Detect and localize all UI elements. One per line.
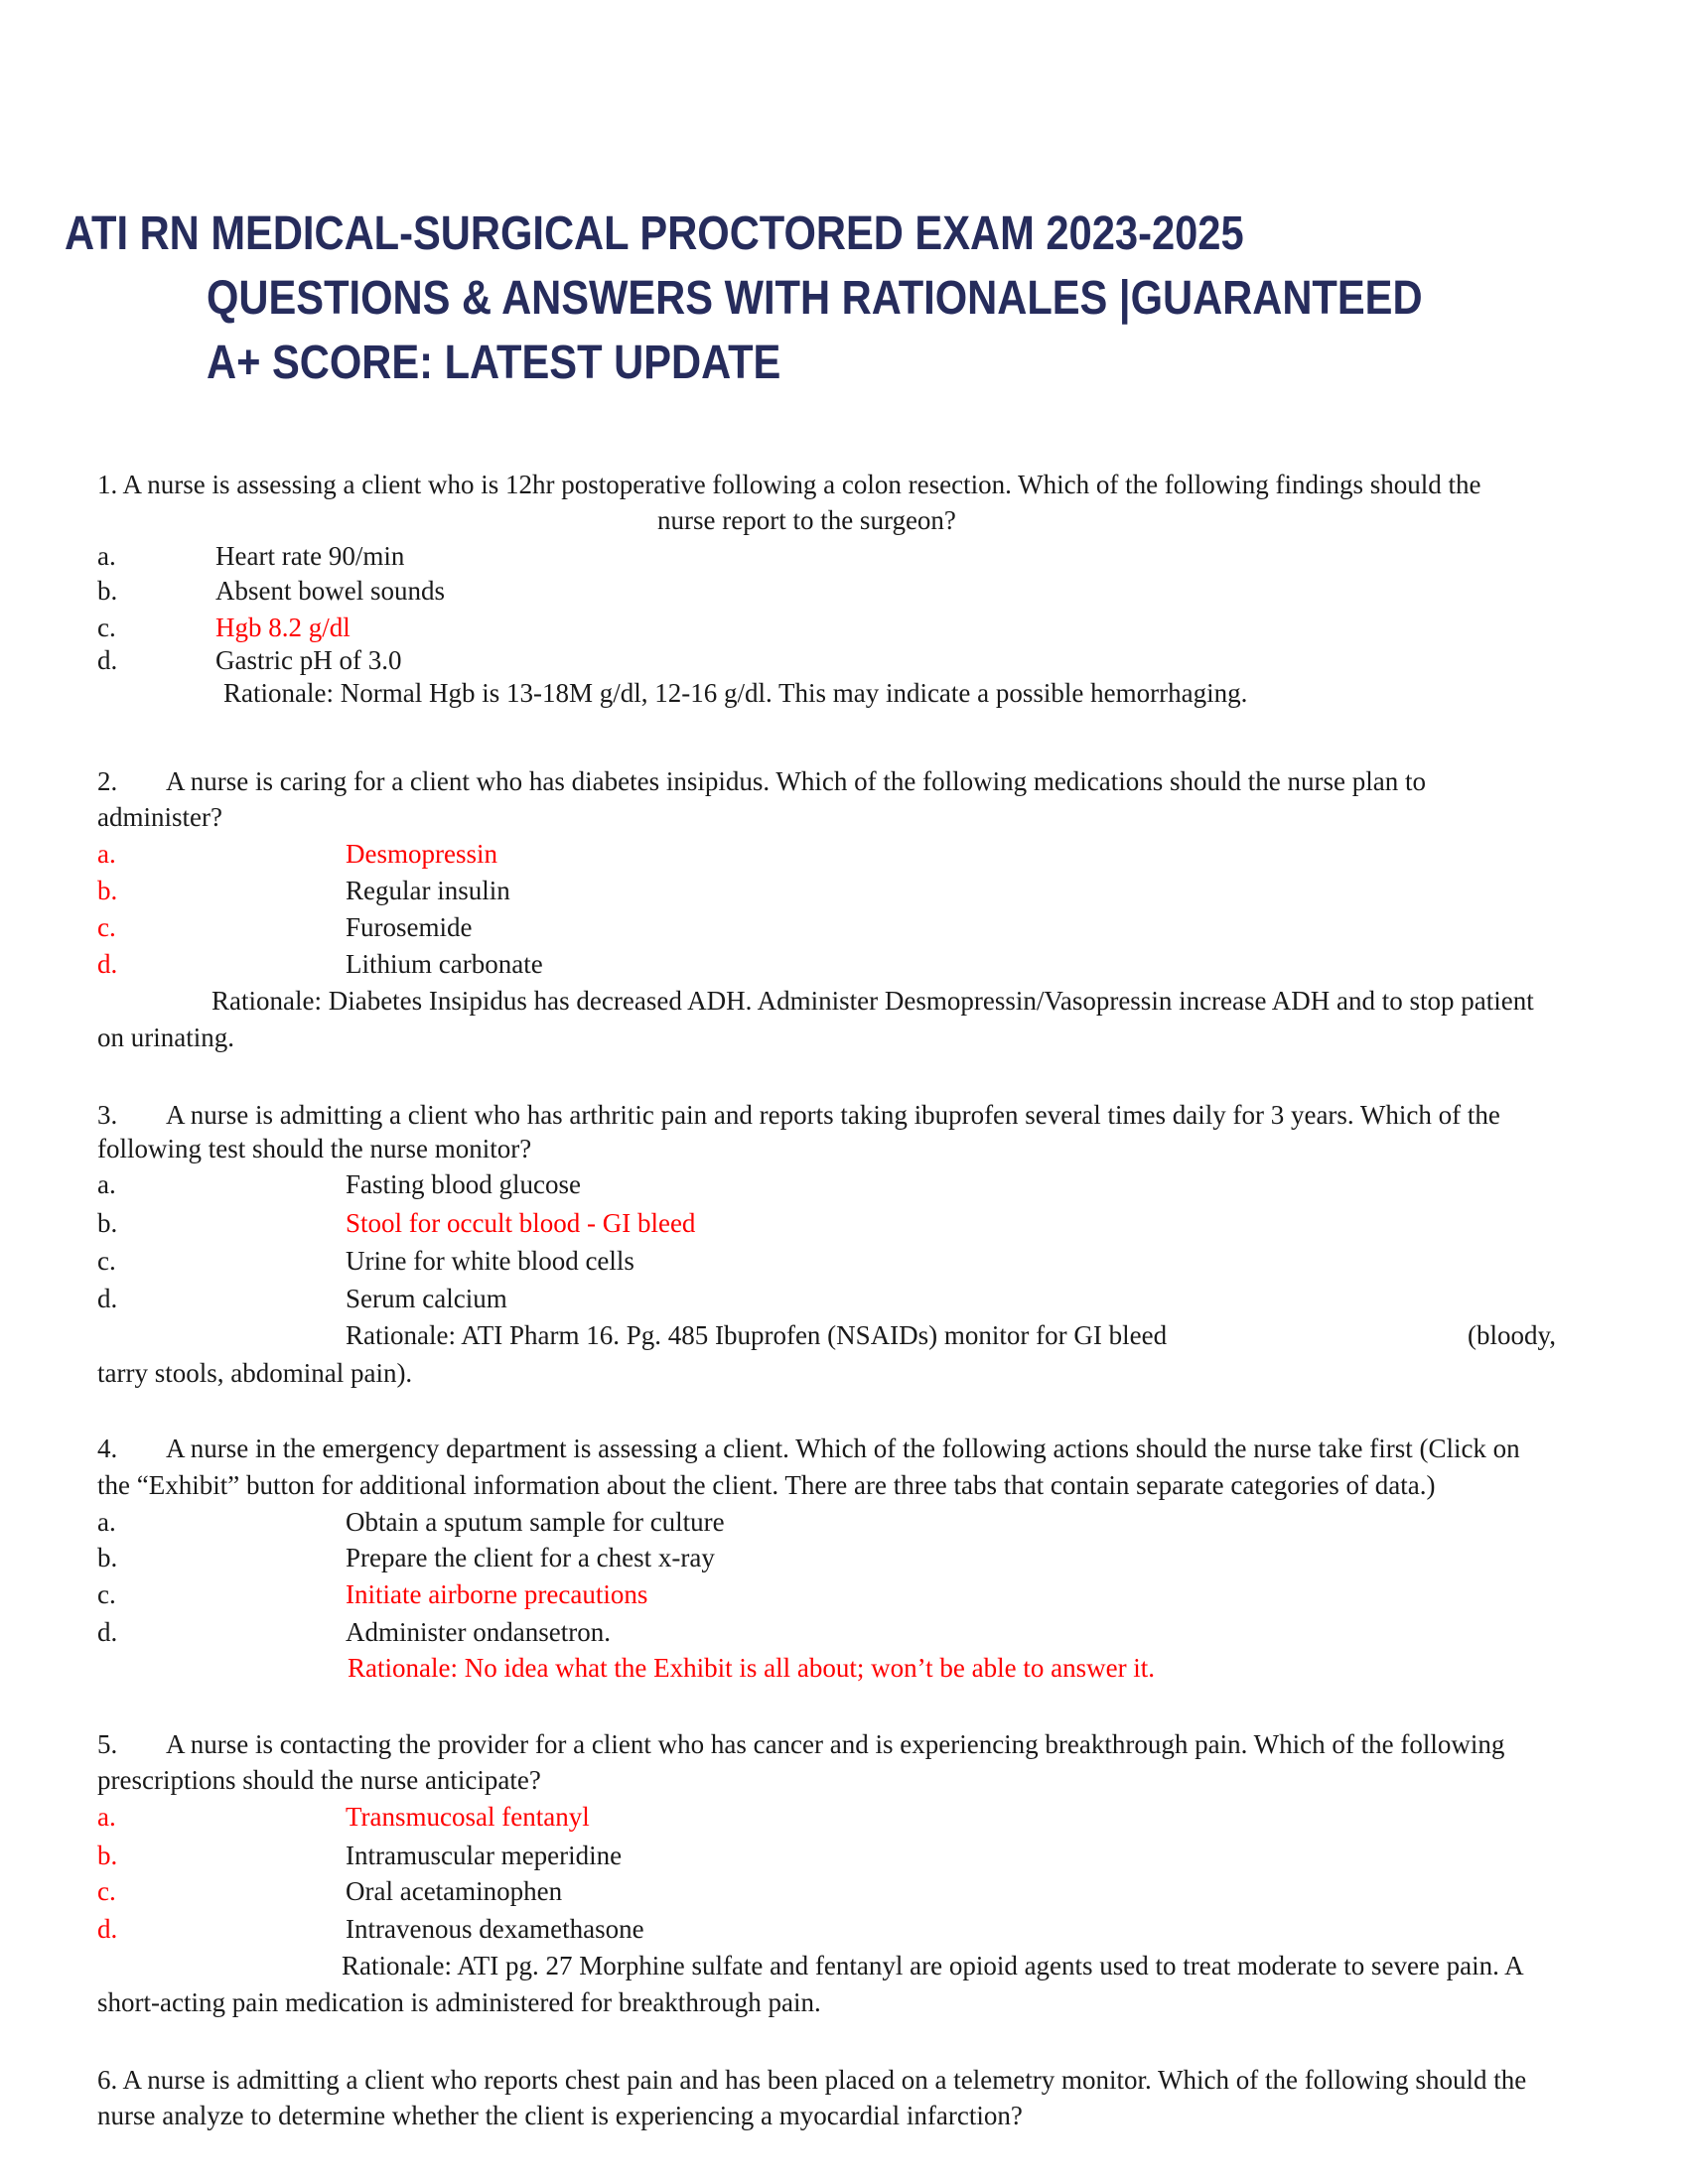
option-letter: a. [97,1507,116,1537]
question-number: 2. [97,766,118,796]
question-stem-text: A nurse is assessing a client who is 12hr postoperative following a colon resection. Which of the following findings should the [122,470,1481,499]
question-number: 4. [97,1433,118,1463]
option-text: Oral acetaminophen [346,1876,563,1906]
question-number: 3. [97,1100,118,1130]
document-title-line-1: ATI RN MEDICAL-SURGICAL PROCTORED EXAM 2023-2025 [65,207,1244,260]
option-text: Fasting blood glucose [346,1169,581,1199]
question-stem-text: A nurse is caring for a client who has diabetes insipidus. Which of the following medications should the nurse plan to [166,766,1426,796]
option-letter: d. [97,1617,118,1647]
option-text: Obtain a sputum sample for culture [346,1507,725,1537]
question-stem-continuation: administer? [97,802,222,832]
option-letter: a. [97,541,116,571]
rationale: Rationale: ATI pg. 27 Morphine sulfate and fentanyl are opioid agents used to treat moderate to severe pain. A [342,1951,1524,1980]
question-stem-continuation: nurse analyze to determine whether the client is experiencing a myocardial infarction? [97,2101,1023,2130]
option-letter: d. [97,1284,118,1313]
option-letter: a. [97,1169,116,1199]
question-stem-continuation: nurse report to the surgeon? [657,505,956,535]
option-letter: a. [97,839,116,869]
option-text: Prepare the client for a chest x-ray [346,1543,715,1572]
question-stem [97,472,1481,498]
option-text: Urine for white blood cells [346,1246,634,1276]
question-stem-continuation: following test should the nurse monitor? [97,1134,532,1163]
option-letter: c. [97,1246,116,1276]
rationale-part: (bloody, [1468,1320,1556,1350]
rationale-continuation: tarry stools, abdominal pain). [97,1358,413,1388]
question-stem-text: A nurse is contacting the provider for a client who has cancer and is experiencing breakthrough pain. Which of the following [166,1729,1505,1759]
option-text: Administer ondansetron. [346,1617,611,1647]
option-letter: b. [97,1543,118,1572]
question-number: 5. [97,1729,118,1759]
option-text: Heart rate 90/min [215,541,405,571]
option-letter: c. [97,613,116,642]
question-stem-text: A nurse is admitting a client who reports chest pain and has been placed on a telemetry monitor. Which of the following should the [122,2065,1527,2095]
option-letter: a. [97,1802,116,1832]
option-text: Gastric pH of 3.0 [215,645,402,675]
option-letter: c. [97,1876,116,1906]
option-letter: d. [97,645,118,675]
option-letter: b. [97,1208,118,1238]
option-letter: b. [97,876,118,905]
rationale: Rationale: Diabetes Insipidus has decreased ADH. Administer Desmopressin/Vasopressin increase ADH and to stop patient [211,986,1534,1016]
question-stem-text: A nurse is admitting a client who has arthritic pain and reports taking ibuprofen several times daily for 3 years. Which of the [166,1100,1500,1130]
option-text: Absent bowel sounds [215,576,445,606]
option-text: Regular insulin [346,876,510,905]
document-title-line-2: QUESTIONS & ANSWERS WITH RATIONALES |GUARANTEED [207,272,1423,325]
option-text: Intramuscular meperidine [346,1841,623,1870]
correct-answer: Initiate airborne precautions [346,1579,648,1609]
question-stem-continuation: prescriptions should the nurse anticipate? [97,1765,541,1795]
correct-answer: Hgb 8.2 g/dl [215,613,351,642]
question-stem [97,2067,1526,2094]
rationale: Rationale: No idea what the Exhibit is all about; won’t be able to answer it. [348,1653,1156,1683]
option-letter: d. [97,1914,118,1944]
option-letter: c. [97,1579,116,1609]
correct-answer: Transmucosal fentanyl [346,1802,590,1832]
question-stem-continuation: the “Exhibit” button for additional information about the client. There are three tabs that contain separate categories of data.) [97,1470,1436,1500]
option-letter: d. [97,949,118,979]
option-text: Furosemide [346,912,473,942]
question-number: 6. [97,2065,118,2095]
rationale-continuation: short-acting pain medication is administered for breakthrough pain. [97,1987,821,2017]
correct-answer: Stool for occult blood - GI bleed [346,1208,696,1238]
question-stem-text: A nurse in the emergency department is assessing a client. Which of the following actions should the nurse take first (Click on [166,1433,1520,1463]
rationale: Rationale: Normal Hgb is 13-18M g/dl, 12-16 g/dl. This may indicate a possible hemorrhaging. [223,678,1248,708]
rationale-continuation: on urinating. [97,1023,234,1052]
correct-answer: Desmopressin [346,839,497,869]
option-text: Intravenous dexamethasone [346,1914,644,1944]
option-letter: b. [97,576,118,606]
option-text: Serum calcium [346,1284,507,1313]
document-title-line-3: A+ SCORE: LATEST UPDATE [207,337,781,389]
option-text: Lithium carbonate [346,949,543,979]
question-number: 1. [97,470,118,499]
option-letter: b. [97,1841,118,1870]
option-letter: c. [97,912,116,942]
rationale: Rationale: ATI Pharm 16. Pg. 485 Ibuprofen (NSAIDs) monitor for GI bleed [346,1320,1168,1350]
